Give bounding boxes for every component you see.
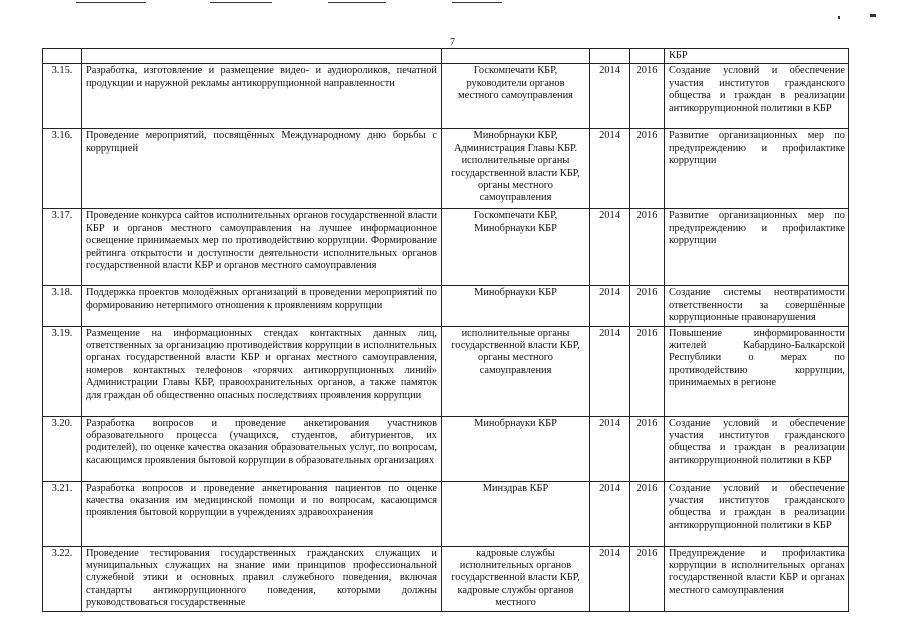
cell-responsible: исполнительные органы государственной власти КБР, органы местного самоуправления (442, 326, 590, 416)
cell-responsible: Минобрнауки КБР (442, 416, 590, 481)
scan-top-line (76, 2, 146, 3)
cell-end-year: 2016 (630, 481, 665, 546)
cell-num: 3.15. (43, 64, 82, 129)
cell-result: Повышение информированности жителей Кабардино-Балкарской Республики о мерах по противодействию коррупции, принимаемых в регионе (665, 326, 849, 416)
scan-top-line (452, 2, 502, 3)
page-number: 7 (450, 37, 455, 48)
cell-responsible: Госкомпечати КБР, руководители органов местного самоуправления (442, 64, 590, 129)
scan-mark (870, 14, 876, 17)
cell-end-year: 2016 (630, 416, 665, 481)
cell-end-year: 2016 (630, 129, 665, 209)
cell-start-year: 2014 (590, 481, 630, 546)
cell-start-year: 2014 (590, 326, 630, 416)
cell-end-year: 2016 (630, 64, 665, 129)
cell-responsible: Госкомпечати КБР, Минобрнауки КБР (442, 209, 590, 286)
cell-responsible: кадровые службы исполнительных органов государственной власти КБР, кадровые службы органов местного (442, 546, 590, 611)
cell-result: Создание системы неотвратимости ответственности за совершённые коррупционные правонарушения (665, 286, 849, 326)
cell-end-year: 2016 (630, 546, 665, 611)
cell-start-year: 2014 (590, 286, 630, 326)
table-row (43, 326, 849, 416)
cell-responsible: Минздрав КБР (442, 481, 590, 546)
table-row (43, 129, 849, 209)
cell-end-year (630, 49, 665, 64)
cell-result: Создание условий и обеспечение участия институтов гражданского общества и граждан в реализации антикоррупционной политики в КБР (665, 481, 849, 546)
cell-num: 3.21. (43, 481, 82, 546)
table-row (43, 546, 849, 611)
cell-num: 3.17. (43, 209, 82, 286)
scan-mark (838, 16, 840, 19)
cell-end-year: 2016 (630, 286, 665, 326)
cell-end-year: 2016 (630, 209, 665, 286)
cell-num: 3.16. (43, 129, 82, 209)
cell-num: 3.20. (43, 416, 82, 481)
cell-start-year: 2014 (590, 209, 630, 286)
measures-table (42, 48, 849, 612)
cell-num: 3.18. (43, 286, 82, 326)
cell-event: Проведение конкурса сайтов исполнительных органов государственной власти КБР и органов местного самоуправления на лучшее информационное освещение принимаемых мер по противодействию коррупции. Формирование рейтинга открытости и доступности деятельности исполнительных органов государственной власти КБР и органов местного самоуправления (82, 209, 442, 286)
cell-event: Разработка вопросов и проведение анкетирования пациентов по оценке качества оказания им медицинской помощи и по вопросам, касающимся проявления бытовой коррупции в учреждениях здравоохранения (82, 481, 442, 546)
cell-event: Проведение мероприятий, посвящённых Международному дню борьбы с коррупцией (82, 129, 442, 209)
cell-num: 3.19. (43, 326, 82, 416)
cell-event: Разработка вопросов и проведение анкетирования участников образовательного процесса (учащихся, студентов, абитуриентов, их родителей), по оценке качества оказания образовательных услуг, по вопросам, касающимся проявления бытовой коррупции в образовательных организациях (82, 416, 442, 481)
cell-event: Поддержка проектов молодёжных организаций в проведении мероприятий по формированию нетерпимого отношения к проявлениям коррупции (82, 286, 442, 326)
scan-top-line (210, 2, 272, 3)
cell-responsible: Минобрнауки КБР, Администрация Главы КБР. исполнительные органы государственной власти КБР, органы местного самоуправления (442, 129, 590, 209)
cell-event (82, 49, 442, 64)
cell-result: КБР (665, 49, 849, 64)
cell-start-year: 2014 (590, 129, 630, 209)
cell-event: Разработка, изготовление и размещение видео- и аудиороликов, печатной продукции и наружной рекламы антикоррупционной направленности (82, 64, 442, 129)
cell-result: Создание условий и обеспечение участия институтов гражданского общества и граждан в реализации антикоррупционной политики в КБР (665, 64, 849, 129)
table-row (43, 49, 849, 64)
table-row (43, 416, 849, 481)
cell-start-year (590, 49, 630, 64)
cell-start-year: 2014 (590, 416, 630, 481)
cell-responsible (442, 49, 590, 64)
cell-start-year: 2014 (590, 546, 630, 611)
cell-result: Развитие организационных мер по предупреждению и профилактике коррупции (665, 209, 849, 286)
table-row (43, 209, 849, 286)
table-row (43, 286, 849, 326)
cell-event: Проведение тестирования государственных гражданских служащих и муниципальных служащих на знание ими принципов профессиональной служебной этики и основных правил служебного поведения, включая стандарты антикоррупционного поведения, которыми должны руководствоваться государственные (82, 546, 442, 611)
cell-result: Развитие организационных мер по предупреждению и профилактике коррупции (665, 129, 849, 209)
scan-top-line (328, 2, 386, 3)
cell-start-year: 2014 (590, 64, 630, 129)
cell-num: 3.22. (43, 546, 82, 611)
cell-event: Размещение на информационных стендах контактных данных лиц, ответственных за организацию противодействия коррупции в исполнительных органах государственной власти КБР и органах местного самоуправления, номеров контактных телефонов «горячих антикоррупционных линий» Администрации Главы КБР, правоохранительных органов, а также памяток для граждан об общественно опасных последствиях проявления коррупции (82, 326, 442, 416)
cell-responsible: Минобрнауки КБР (442, 286, 590, 326)
cell-result: Создание условий и обеспечение участия институтов гражданского общества и граждан в реализации антикоррупционной политики в КБР (665, 416, 849, 481)
table-row (43, 64, 849, 129)
table-row (43, 481, 849, 546)
cell-end-year: 2016 (630, 326, 665, 416)
cell-result: Предупреждение и профилактика коррупции в исполнительных органах государственной власти КБР и органах местного самоуправления (665, 546, 849, 611)
cell-num (43, 49, 82, 64)
